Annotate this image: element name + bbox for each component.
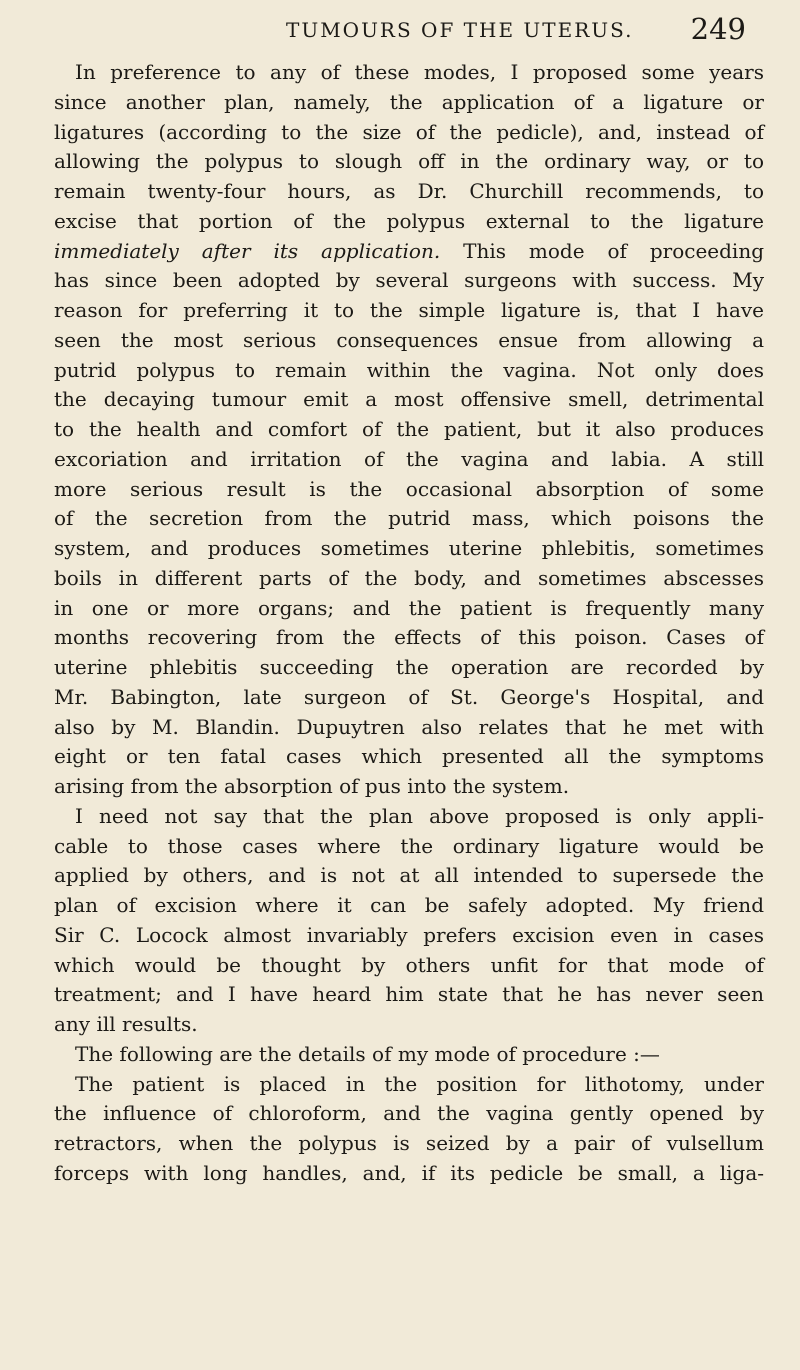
text-line: plan of excision where it can be safely adopted. My friend xyxy=(54,893,764,917)
text-line: has since been adopted by several surgeons with success. My xyxy=(54,268,764,293)
text-line: Sir C. Locock almost invariably prefers excision even in cases xyxy=(54,922,764,947)
body-text xyxy=(54,58,764,1189)
text-line: excoriation and irritation of the vagina and labia. A still xyxy=(54,446,764,471)
text-line: seen the most serious consequences ensue from allowing a xyxy=(54,327,764,352)
text-line: Mr. Babington, late surgeon of St. George's Hospital, and xyxy=(54,684,764,709)
text-line: putrid polypus to remain within the vagina. Not only does xyxy=(54,357,764,382)
text-line: since another plan, namely, the application of a ligature or xyxy=(54,89,764,114)
text-line: in one or more organs; and the patient is frequently many xyxy=(54,595,764,620)
italic-phrase: immediately after its application. xyxy=(54,238,441,263)
text-line: months recovering from the effects of this poison. Cases of xyxy=(54,625,764,650)
text-line: which would be thought by others unfit for that mode of xyxy=(54,952,764,977)
text-line: allowing the polypus to slough off in the ordinary way, or to xyxy=(54,149,764,174)
text-line: treatment; and I have heard him state that he has never seen xyxy=(54,982,764,1007)
text-line: the decaying tumour emit a most offensive smell, detrimental xyxy=(54,387,764,412)
text-line: any ill results. xyxy=(54,1012,198,1036)
text-line: arising from the absorption of pus into the system. xyxy=(54,774,570,798)
text-line: cable to those cases where the ordinary ligature would be xyxy=(54,833,764,858)
text-line: forceps with long handles, and, if its pedicle be small, a liga- xyxy=(54,1160,764,1185)
text-line: applied by others, and is not at all intended to supersede the xyxy=(54,863,764,888)
text-line xyxy=(54,237,764,267)
text-line: The following are the details of my mode of procedure :— xyxy=(75,1041,660,1066)
text-line: to the health and comfort of the patient, but it also produces xyxy=(54,417,764,441)
text-line: more serious result is the occasional absorption of some xyxy=(54,476,764,501)
text-line: In preference to any of these modes, I proposed some years xyxy=(75,60,764,84)
text-line: also by M. Blandin. Dupuytren also relates that he met with xyxy=(54,714,764,739)
text-line: system, and produces sometimes uterine phlebitis, sometimes xyxy=(54,536,764,560)
text-line: remain twenty-four hours, as Dr. Churchill recommends, to xyxy=(54,179,764,203)
text-line: the influence of chloroform, and the vagina gently opened by xyxy=(54,1101,764,1126)
text-line: uterine phlebitis succeeding the operation are recorded by xyxy=(54,655,764,679)
text-line: The patient is placed in the position for lithotomy, under xyxy=(75,1071,764,1096)
running-head xyxy=(54,12,746,52)
text-line: I need not say that the plan above proposed is only appli- xyxy=(75,803,764,828)
text-line: boils in different parts of the body, and sometimes abscesses xyxy=(54,565,764,590)
page-number: 249 xyxy=(690,12,746,46)
text-line: eight or ten fatal cases which presented all the symptoms xyxy=(54,744,764,769)
running-title: TUMOURS OF THE UTERUS. xyxy=(286,18,634,42)
text-line: ligatures (according to the size of the pedicle), and, instead of xyxy=(54,119,764,144)
text-line: retractors, when the polypus is seized by a pair of vulsellum xyxy=(54,1131,764,1155)
text-line: reason for preferring it to the simple ligature is, that I have xyxy=(54,298,764,322)
text-line: excise that portion of the polypus external to the ligature xyxy=(54,208,764,233)
text-line: of the secretion from the putrid mass, which poisons the xyxy=(54,506,764,531)
text-line-segment: This mode of proceeding xyxy=(440,238,765,263)
